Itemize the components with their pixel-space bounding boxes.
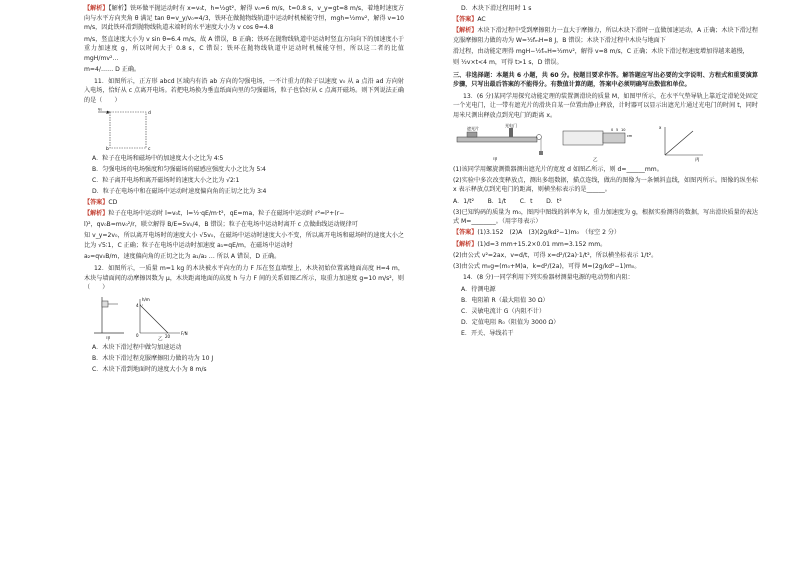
axis-label-h: h/m [142, 297, 150, 303]
graph-y-label: x [659, 124, 662, 130]
block [102, 301, 108, 307]
micrometer-mark-5: 5 [616, 127, 619, 132]
solution-13-line1: 【解析】(1)d=3 mm+15.2×0.01 mm=3.152 mm。 [453, 240, 607, 248]
air-track [457, 137, 537, 142]
figure-13 [453, 123, 758, 163]
label-fig-bing: 丙 [695, 157, 700, 163]
left-column [84, 4, 404, 376]
slider [467, 132, 477, 137]
label-a: a [106, 110, 109, 116]
label-v0: v₀ [98, 107, 102, 112]
micrometer-body [563, 131, 603, 145]
h-f-line [140, 305, 168, 333]
option-11-d: D．粒子在电场中和在磁场中运动时速度偏向角的正切之比为 3∶4 [92, 188, 267, 196]
answer-13: 【答案】(1)3.152 (2)A (3)(2g/kd²−1)m₀ （每空 2 分） [453, 229, 621, 237]
question-13-options: A．1/t² B．1/t C．t D．t² [453, 197, 562, 205]
figure-12 [84, 295, 404, 341]
question-13-part2: (2)实验中多次改变释放点，测出多组数据，描点连线，做出的图像为一条倾斜直线，如图丙所示。图像的纵坐标 x 表示释放点到光电门的距离，则横坐标表示的是______。 [453, 176, 758, 194]
solution-10-line2: m/s，竖直速度大小为 v sin θ=6.4 m/s，故 A 错误，B 正确；铁环在抛物线轨道中运动时竖直方向向下的加速度小于重力加速度 g，所以时间大于 0.8 s，C 错误；铁环在抛物线轨道中运动时机械能守恒，所以这二者的比值 mgH/mv²… [84, 35, 404, 62]
option-12-c: C．木块下滑到地面时的速度大小为 8 m/s [92, 366, 207, 374]
solution-10-line1: 【解析】【解析】铁环做平抛运动时有 x=v₀t，h=½gt²，解得 v₀=6 m/s，t=0.8 s，v_y=gt=8 m/s，着地时速度方向与水平方向夹角 θ 满足 tan θ=v_y/v₀=4/3，铁环在做抛物线轨道中运动时机械能守恒，mgh=½mv²，解得 v=10 m/s，因此铁环滑到抛物线轨道末端时的水平速度大小为 v cos θ=4.8 [84, 5, 405, 32]
solution-13-line2: (2)由公式 v²=2ax，v=d/t，可得 x=d²/(2a)·1/t²，所以横坐标表示 1/t²。 [453, 251, 658, 259]
solution-12-line1: 【解析】木块下滑过程中受到摩擦阻力一直大于摩擦力，所以木块下滑时一直做加速运动，A 正确；木块下滑过程克服摩擦阻力做的功为 W=½fₘH=8 J，B 错误；木块下滑过程中木块与地面下 [453, 27, 759, 44]
solution-12-line3: 则 ½v×t<4 m，可得 t>1 s，D 错误。 [453, 59, 563, 67]
label-d: d [148, 110, 151, 116]
solution-11-line2: l)²，qv₀B=mv₀²/r，联立解得 B/E=5v₀/4，B 错误；粒子在电场中运动时离开 c 点做曲线运动规律可 [84, 221, 358, 229]
question-12: 12．如图所示，一质量 m=1 kg 的木块被水平向左的力 F 压在竖直墙壁上，木块初始位置离地面高度 H=4 m，木块与墙面间的动摩擦因数为 μ，木块距离地面的高度 h 与力 F 间的关系如图乙所示，取重力加速度 g=10 m/s²，则（ ） [84, 264, 404, 292]
section-3-heading: 三、非选择题：本题共 6 小题，共 60 分。按题目要求作答。解答题应写出必要的文字说明、方程式和重要演算步骤，只写出最后答案的不能得分。有数值计算的题，答案中必须明确写出数值和单位。 [453, 71, 758, 89]
question-13-part3: (3)已知钩码的质量为 m₀，图丙中图线的斜率为 k，重力加速度为 g，根据实验测得的数据，写出滑块质量的表达式 M=________。（用字母表示） [453, 208, 758, 226]
tick-label-20: 20 [165, 334, 171, 340]
label-photogate: 光电门 [505, 122, 517, 128]
question-14-item-a: A．待测电源 [461, 285, 496, 293]
label-yi: 乙 [158, 337, 163, 342]
question-13: 13．(6 分)某同学用探究动能定理的装置测滑块的质量 M，如图甲所示，在水平气垫导轨上靠近定滑轮处固定一个光电门，让一带有遮光片的滑块自某一位置由静止释放，计时器可以显示出遮光片通过光电门的时间 t，同时用米尺测出释放点到光电门的距离 x。 [453, 92, 758, 119]
option-11-c: C．粒子离开电场和离开磁场时的速度大小之比为 √2∶1 [92, 177, 240, 184]
option-11-a: A．粒子在电场和磁场中的加速度大小之比为 4∶5 [92, 154, 224, 162]
axis-label-f: F/N [181, 331, 188, 337]
option-12-b: B．木块下滑过程克服摩擦阻力做的功为 10 J [92, 355, 214, 363]
experiment-diagrams [453, 123, 753, 163]
question-14-item-d: D．定值电阻 R₀（阻值为 3000 Ω） [461, 318, 560, 326]
solution-11-line4: a₂=qv₀B/m，速度偏向角的正切之比为 a₁/a₂ … 所以 A 错误，D 正确。 [84, 253, 281, 261]
photogate [509, 128, 513, 137]
question-14-item-b: B．电阻箱 R（最大阻值 30 Ω） [461, 296, 549, 304]
solution-11-line3: 知 v_y=2v₀，所以离开电场时的速度大小 √5v₀，在磁场中运动时速度大小不变，所以离开电场和磁场时的速度大小之比为 √5∶1，C 正确；粒子在电场中运动时加速度 a₁=qE/m，在磁场中运动时 [84, 232, 404, 250]
solution-10-line3: m=4/…… D 正确。 [84, 66, 141, 73]
block-wall-diagram [84, 295, 204, 341]
right-column [453, 4, 758, 340]
square-field-diagram [84, 108, 184, 152]
question-13-part1: (1)该同学用螺旋测微器测出遮光片的宽度 d 如图乙所示，则 d=______mm。 [453, 165, 663, 173]
micrometer-unit: cm [627, 133, 633, 138]
figure-11 [84, 108, 404, 152]
field-region [110, 112, 146, 148]
micrometer-mark-0: 0 [611, 127, 614, 132]
label-fig-jia: 甲 [493, 157, 498, 163]
label-fig-yi: 乙 [593, 157, 598, 163]
answer-11: 【答案】CD [84, 199, 118, 207]
solution-13-line3: (3)由公式 m₀g=(m₀+M)a，k=d²/(2a)，可得 M=(2g/kd²−1)m₀。 [453, 262, 641, 270]
question-11: 11．如图所示，正方形 abcd 区域内有沿 ab 方向的匀强电场，一不计重力的粒子以速度 v₀ 从 a 点沿 ad 方向射入电场，恰好从 c 点离开电场。若把电场换为垂直纸面向里的匀强磁场，粒子也恰好从 c 点离开磁场。则下列说法正确的是（ ） [84, 77, 404, 105]
question-14: 14．(8 分)一同学利用下列实验器材测量电源的电动势和内阻： [463, 274, 634, 282]
option-12-a: A．木块下滑过程中做匀加速运动 [92, 344, 182, 352]
graph-line [665, 131, 693, 155]
label-jia: 甲 [106, 337, 111, 342]
solution-11-line1: 【解析】粒子在电场中运动时 l=v₀t，l=½·qE/m·t²，qE=ma，粒子在磁场中运动时 r²=l²+(r− [84, 210, 345, 218]
question-14-item-c: C．灵敏电流计 G（内阻不计） [461, 307, 546, 315]
answer-12: 【答案】AC [453, 16, 486, 24]
hook-mass [539, 151, 543, 155]
label-c: c [148, 146, 151, 152]
micrometer-thimble [603, 133, 625, 143]
label-shading-strip: 遮光片 [467, 125, 479, 131]
tick-label-4: 4 [136, 303, 139, 309]
label-b: b [106, 146, 109, 152]
option-11-b: B．匀强电场的电场强度和匀强磁场的磁感应强度大小之比为 5∶4 [92, 165, 266, 173]
origin-label: 0 [136, 333, 139, 339]
question-14-item-e: E．开关、导线若干 [461, 329, 514, 337]
solution-12-line2: 滑过程，由动能定理得 mgH−½fₘH=½mv²，解得 v=8 m/s，C 正确；木块下滑过程速度增加得越来越慢， [453, 47, 749, 55]
micrometer-mark-10: 10 [621, 127, 626, 132]
option-12-d: D．木块下滑过程用时 1 s [461, 5, 532, 12]
